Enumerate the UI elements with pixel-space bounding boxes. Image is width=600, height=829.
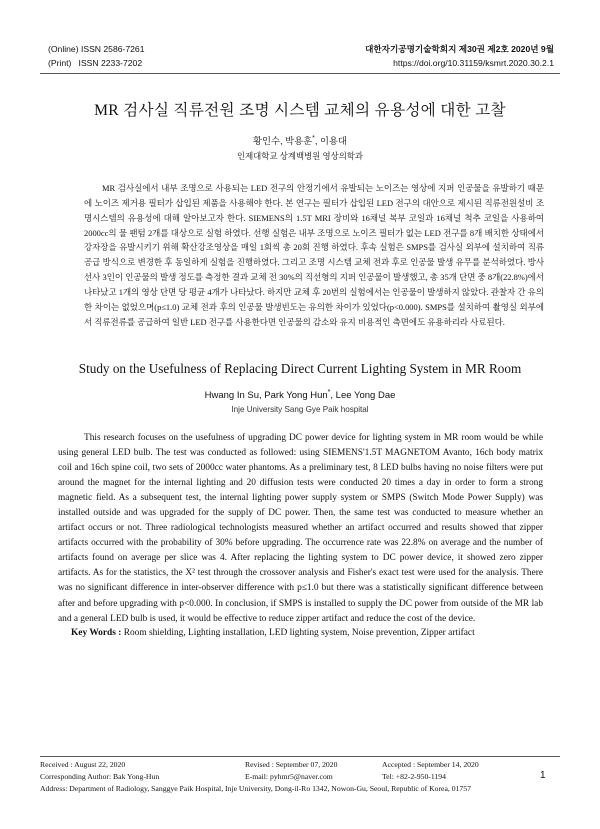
- online-issn: (Online) ISSN 2586-7261: [48, 44, 145, 54]
- corresponding-author-mark: *: [312, 134, 315, 142]
- corresponding-author: Corresponding Author: Bak Yong-Hun: [40, 772, 160, 781]
- revised-date: Revised : September 07, 2020: [245, 760, 338, 769]
- keywords-label: Key Words :: [71, 628, 122, 638]
- journal-name: 대한자기공명기술학회지 제30권 제2호 2020년 9월: [365, 44, 554, 54]
- korean-authors-main: 황인수, 박용훈: [253, 136, 313, 146]
- print-issn: (Print) ISSN 2233-7202: [48, 58, 143, 68]
- author-tel: Tel: +82-2-950-1194: [382, 772, 446, 781]
- received-date: Received : August 22, 2020: [40, 760, 126, 769]
- doi-link[interactable]: https://doi.org/10.31159/ksmrt.2020.30.2.1: [393, 58, 554, 68]
- korean-abstract: MR 검사실에서 내부 조명으로 사용되는 LED 전구의 안정기에서 유발되는 노이즈는 영상에 지퍼 인공물을 유발하기 때문에 노이즈 제거용 필터가 삽입된 제품을 사용해야 한다. 본 연구는 필터가 삽입된 LED 전구의 대안으로 제시된 직류전원설비 조명시스템의 유용성에 대해 알아보고자 한다. SIEMENS의 1.5T MRI 장비와 16채널 복부 코일과 16채널 척추 코일을 사용하여 2000cc의 물 팬텀 2개를 대상으로 실험 하였다. 선행 실험은 내부 조명으로 노이즈 필터가 없는 LED 전구를 8개 배치한 상태에서 강자장을 유발시키기 위해 확산강조영상을 매일 1회씩 총 20회 진행 하였다. 후속 실험은 SMPS를 검사실 외부에 설치하여 직류 공급 방식으로 변경한 후 동일하게 실험을 진행하였다. 그리고 조명 시스템 교체 전과 후로 인공물 발생 유무를 분석하였다. 방사선사 3인이 인공물의 발생 정도를 측정한 결과 교체 전 30%의 직선형의 지퍼 인공물이 발생했고, 총 35개 단면 중 8개(22.8%)에서 나타났고 1개의 영상 단면 당 평균 4개가 나타났다. 하지만 교체 후 20번의 실험에서는 인공물이 발생하지 않았다. 관찰자 간 유의한 차이는 없었으며(p≤1.0) 교체 전과 후의 인공물 발생빈도는 유의한 차이가 있었다(p<0.000). SMPS를 설치하여 촬영실 외부에서 직류전류를 공급하여 일반 LED 전구를 사용한다면 인공물의 감소와 유지 비용적인 측면에도 유용하리라 사료된다.: [84, 183, 544, 327]
- header-issn-block: [48, 42, 145, 70]
- english-authors: [0, 389, 600, 401]
- english-authors-main: Hwang In Su, Park Yong Hun: [204, 390, 328, 402]
- keywords-value: Room shielding, Lighting installation, LED lighting system, Noise prevention, Zipper artifact: [123, 628, 475, 638]
- header-journal-block: [365, 42, 554, 70]
- english-corresponding-mark: *: [327, 389, 331, 396]
- korean-authors-last: , 이용대: [314, 136, 347, 146]
- english-affiliation: Inje University Sang Gye Paik hospital: [231, 405, 369, 414]
- author-address: Address: Department of Radiology, Sanggye Paik Hospital, Inje University, Dong-il-Ro 1342, Nowon-Gu, Seoul, Republic of Korea, 01757: [40, 784, 471, 793]
- keywords: [71, 628, 551, 638]
- korean-authors: [0, 133, 600, 147]
- footer-divider: [40, 756, 560, 757]
- author-email[interactable]: E-mail: pyhmr5@naver.com: [245, 772, 333, 781]
- accepted-date: Accepted : September 14, 2020: [382, 760, 479, 769]
- page-number: 1: [540, 770, 546, 781]
- korean-affiliation: 인제대학교 상계백병원 영상의학과: [236, 151, 363, 161]
- english-authors-last: , Lee Yong Dae: [330, 390, 396, 402]
- english-abstract: This research focuses on the usefulness of upgrading DC power device for lighting system in MR room would be while using general LED bulb. The test was conducted as followed: using SIEMENS'1.5T MAGNETOM Avanto, 16ch body matrix coil and 16ch spine coil, two sets of 2000cc water phantoms. As a preliminary test, 8 LED bulbs having no noise filters were put around the magnet for the internal lighting and 20 diffusion tests were conducted 20 times a day in order to form a strong magnetic field. As a subsequent test, the internal lighting power supply system or SMPS (Switch Mode Power Supply) was installed outside and was upgraded for the supply of DC power. Then, the same test was conducted to measure whether an artifact occurs or not. Three radiological technologists measured whether an artifact occurred and results showed that zipper artifacts occurred with the probability of 30% before upgrading. The occurrence rate was 22.8% on average and the number of artifacts found on average per slice was 4. After replacing the lighting system to DC power device, it showed zero zipper artifacts. As for the statistics, the X² test through the crossover analysis and Fisher's exact test were used for the analysis. There was no significant difference in inter-observer difference with p≤1.0 but there was a statistically significant difference between after and before upgrading with p<0.000. In conclusion, if SMPS is installed to supply the DC power from outside of the MR lab and a general LED bulb is used, it would be effective to reduce zipper artifact and reduce the cost of the device.: [58, 433, 543, 624]
- header-divider: [40, 73, 560, 74]
- english-title: Study on the Usefulness of Replacing Direct Current Lighting System in MR Room: [78, 361, 522, 376]
- korean-title: MR 검사실 직류전원 조명 시스템 교체의 유용성에 대한 고찰: [94, 102, 506, 119]
